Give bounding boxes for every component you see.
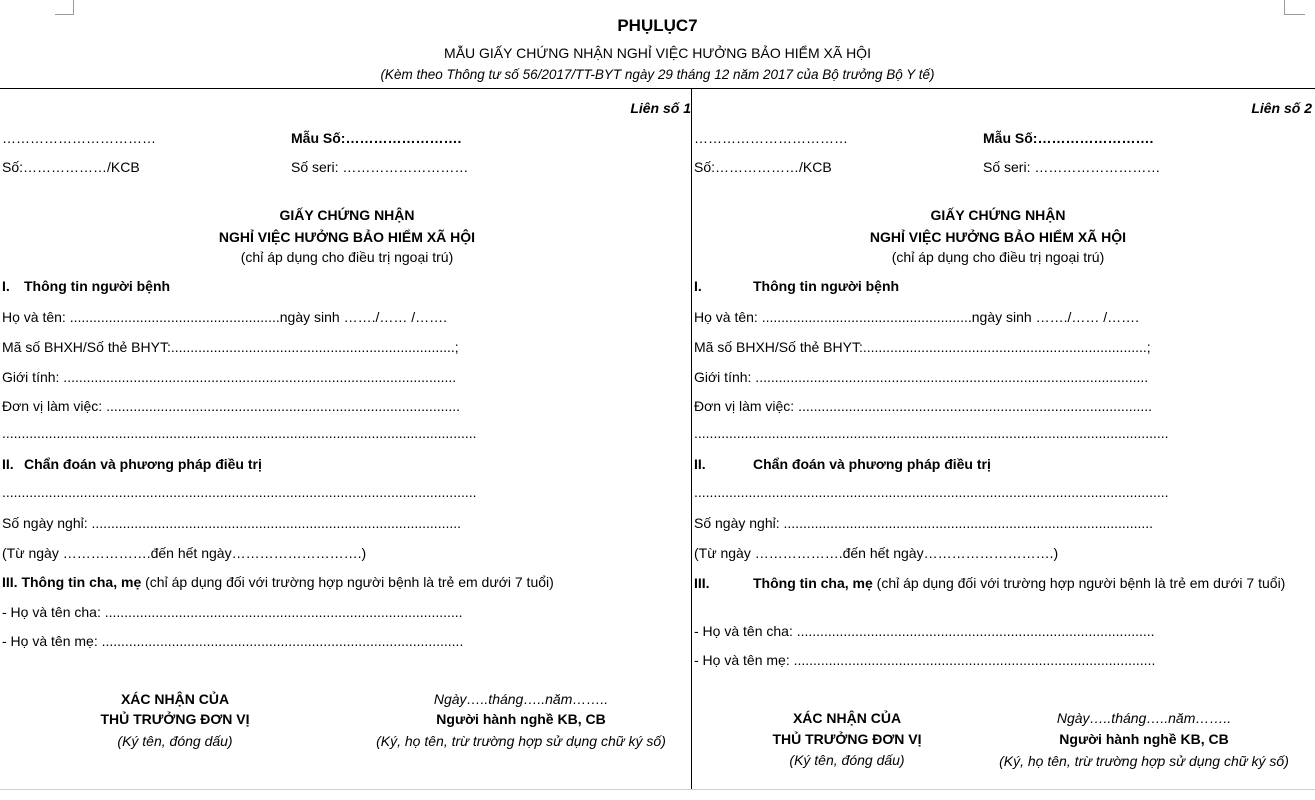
section-3-note: (chỉ áp dụng đối với trường hợp người bệnh là trẻ em dưới 7 tuổi) [145,574,554,590]
practitioner-title: Người hành nghề KB, CB [436,711,606,727]
page-corner-mark-left [55,0,74,15]
certificate-copy-1 [0,90,691,800]
confirmation-title-line-2: THỦ TRƯỞNG ĐƠN VỊ [772,731,922,747]
workplace-line: Đơn vị làm việc: ........................................................................................... [694,398,1153,414]
signature-date-line: Ngày…..tháng…..năm…….. [1056,710,1232,726]
copy-label: Liên số 1 [630,100,691,116]
document-number: Số:………………/KCB [2,159,140,175]
father-name-line: - Họ và tên cha: ............................................................................................ [2,604,463,620]
insurance-number-line: Mã số BHXH/Số thẻ BHYT:.........................................................................; [2,339,459,355]
section-3-number: III. [694,575,710,591]
leave-period-line: (Từ ngày ……………….đến hết ngày……………………….) [694,545,1059,561]
gender-line: Giới tính: ..................................................................................................... [2,369,457,385]
section-1-title: Thông tin người bệnh [753,278,900,294]
section-1-number: I. [694,278,702,294]
certificate-copy-2 [692,90,1312,800]
confirmation-title-line-2: THỦ TRƯỞNG ĐƠN VỊ [100,711,250,727]
document-number: Số:………………/KCB [694,159,832,175]
certificate-subtitle: NGHỈ VIỆC HƯỞNG BẢO HIỂM XÃ HỘI [869,229,1127,245]
certificate-scope: (chỉ áp dụng cho điều trị ngoại trú) [240,249,454,265]
practitioner-sign-note: (Ký, họ tên, trừ trường hợp sử dụng chữ ký số) [376,733,666,749]
section-3-note: (chỉ áp dụng đối với trường hợp người bệnh là trẻ em dưới 7 tuổi) [876,575,1286,591]
certificate-title: GIẤY CHỨNG NHẬN [930,207,1066,223]
insurance-number-line: Mã số BHXH/Số thẻ BHYT:.........................................................................; [694,339,1151,355]
section-1-number: I. [2,278,10,294]
top-border-line [0,88,1315,89]
patient-name-line: Họ và tên: ......................................................ngày sinh ……./…… /……. [694,309,1140,325]
serial-number: Số seri: ……………………… [983,159,1161,175]
mother-name-line: - Họ và tên mẹ: ............................................................................................. [694,652,1156,668]
section-2-number: II. [2,456,14,472]
days-off-line: Số ngày nghỉ: ............................................................................................... [2,515,462,531]
section-2-number: II. [694,456,706,472]
section-3-heading [694,574,1302,593]
section-3-number: III. [2,574,18,590]
appendix-title: PHỤLỤC7 [617,16,698,35]
page-corner-mark-right [1284,0,1305,15]
diagnosis-dotted-line: .......................................................................................................................... [694,484,1169,500]
workplace-line: Đơn vị làm việc: ........................................................................................... [2,398,461,414]
blank-dotted-line: .......................................................................................................................... [694,425,1169,441]
form-number [983,130,1153,146]
patient-name-line: Họ và tên: ......................................................ngày sinh ……./…… /……. [2,309,448,325]
days-off-line: Số ngày nghỉ: ............................................................................................... [694,515,1154,531]
section-3-heading [2,574,554,590]
father-name-line: - Họ và tên cha: ............................................................................................ [694,623,1155,639]
form-subtitle: MẪU GIẤY CHỨNG NHẬN NGHỈ VIỆC HƯỞNG BẢO HIỂM XÃ HỘI [444,45,871,61]
confirmation-title-line-1: XÁC NHẬN CỦA [120,691,230,707]
section-2-title: Chẩn đoán và phương pháp điều trị [753,456,991,472]
confirmation-title-line-1: XÁC NHẬN CỦA [792,710,902,726]
practitioner-title: Người hành nghề KB, CB [1059,731,1229,747]
signature-date-line: Ngày…..tháng…..năm…….. [433,691,609,707]
org-name-dots: …………………………… [2,130,156,146]
form-number-text: Mẫu Số:……………………. [983,130,1154,146]
serial-number: Số seri: ……………………… [291,159,469,175]
legal-reference-note: (Kèm theo Thông tư số 56/2017/TT-BYT ngày 29 tháng 12 năm 2017 của Bộ trưởng Bộ Y tế) [380,67,935,82]
copy-label: Liên số 2 [1251,100,1312,116]
confirmation-sign-note: (Ký tên, đóng dấu) [117,733,233,749]
section-2-title: Chẩn đoán và phương pháp điều trị [24,456,262,472]
gender-line: Giới tính: ..................................................................................................... [694,369,1149,385]
certificate-subtitle: NGHỈ VIỆC HƯỞNG BẢO HIỂM XÃ HỘI [218,229,476,245]
section-3-title: Thông tin cha, mẹ [21,574,142,590]
confirmation-sign-note: (Ký tên, đóng dấu) [789,752,905,768]
org-name-dots: …………………………… [694,130,848,146]
diagnosis-dotted-line: .......................................................................................................................... [2,484,477,500]
certificate-scope: (chỉ áp dụng cho điều trị ngoại trú) [891,249,1105,265]
practitioner-sign-note: (Ký, họ tên, trừ trường hợp sử dụng chữ ký số) [999,753,1289,769]
form-number-text: Mẫu Số:……………………. [291,130,462,146]
certificate-title: GIẤY CHỨNG NHẬN [279,207,415,223]
section-1-title: Thông tin người bệnh [24,278,171,294]
mother-name-line: - Họ và tên mẹ: ............................................................................................. [2,633,464,649]
section-3-title: Thông tin cha, mẹ [753,575,873,591]
leave-period-line: (Từ ngày ……………….đến hết ngày……………………….) [2,545,367,561]
form-number [291,130,461,146]
blank-dotted-line: .......................................................................................................................... [2,425,477,441]
